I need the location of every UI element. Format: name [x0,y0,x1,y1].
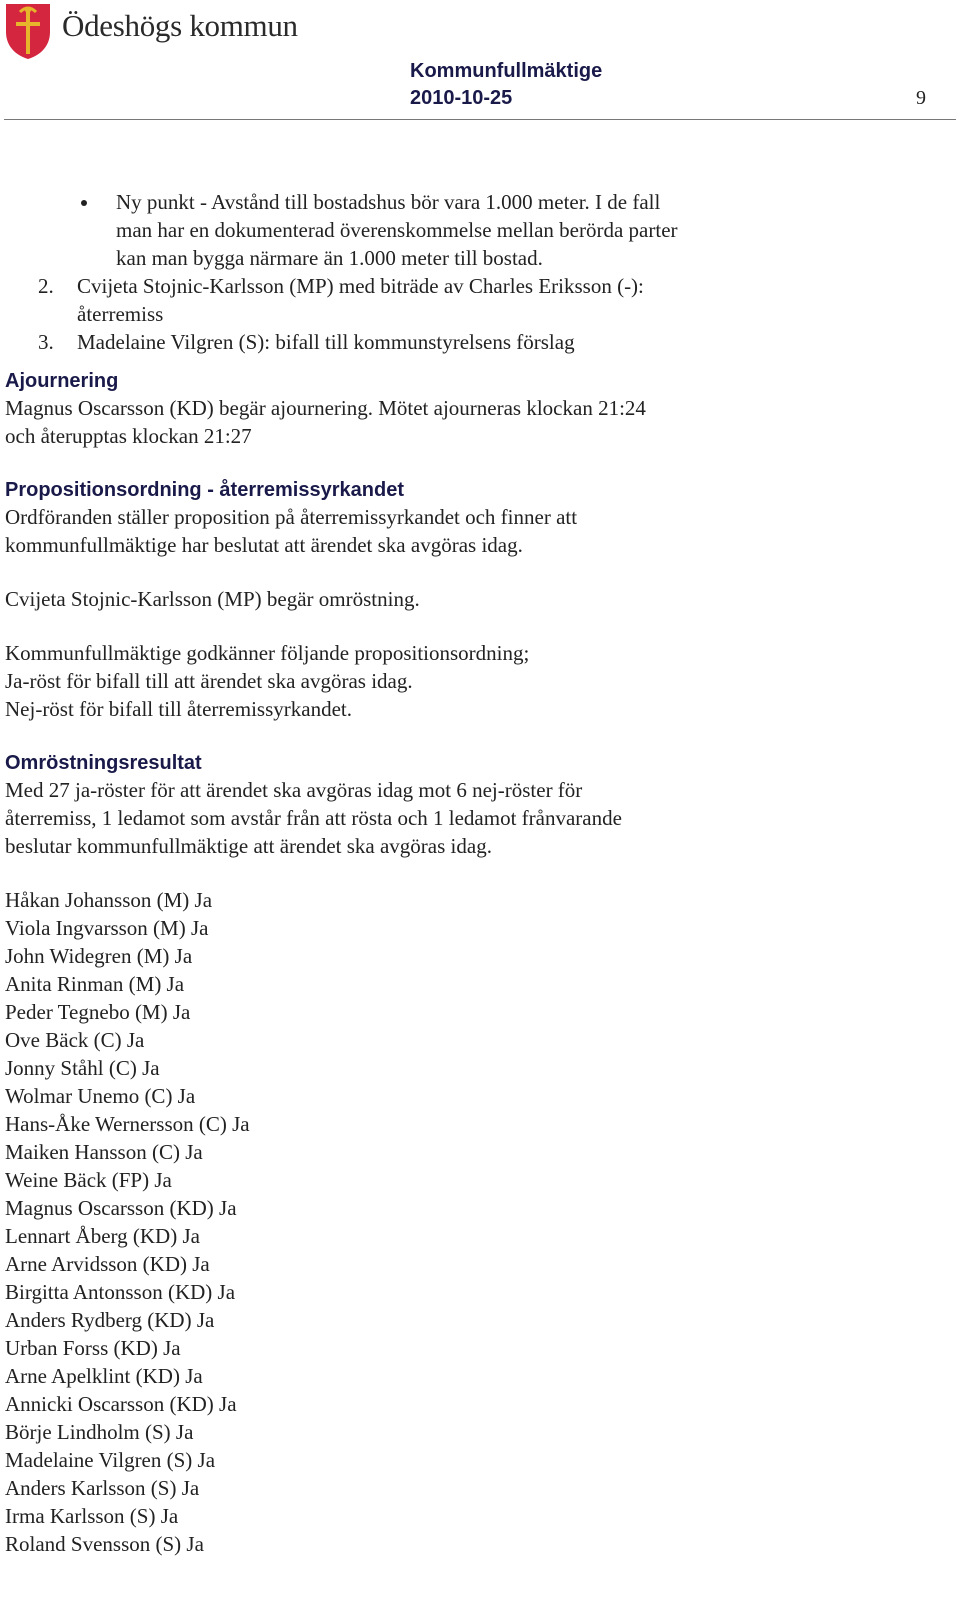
list-item [5,188,945,216]
bullet-icon [81,200,87,206]
vote-row: Urban Forss (KD) Ja [5,1336,181,1360]
vote-row: Hans-Åke Wernersson (C) Ja [5,1112,250,1136]
section-heading-propositionsordning: Propositionsordning - återremissyrkandet [5,479,404,501]
list-item-number: 2. [38,274,54,298]
coat-of-arms-logo [4,2,52,60]
paragraph-line: Magnus Oscarsson (KD) begär ajournering. Mötet ajourneras klockan 21:24 [5,396,646,420]
vote-row: John Widegren (M) Ja [5,944,193,968]
vote-row: Peder Tegnebo (M) Ja [5,1000,191,1024]
header-divider [4,119,956,120]
vote-row: Jonny Ståhl (C) Ja [5,1056,160,1080]
paragraph-line: Med 27 ja-röster för att ärendet ska avgöras idag mot 6 nej-röster för [5,778,583,802]
vote-row: Madelaine Vilgren (S) Ja [5,1448,216,1472]
vote-row: Ove Bäck (C) Ja [5,1028,145,1052]
vote-row: Maiken Hansson (C) Ja [5,1140,203,1164]
list-item-continuation [5,244,945,272]
list-item-text: Cvijeta Stojnic-Karlsson (MP) med biträde av Charles Eriksson (-): [77,274,644,298]
document-body [5,188,945,1558]
list-item-text: kan man bygga närmare än 1.000 meter till bostad. [116,246,543,270]
vote-row: Anders Karlsson (S) Ja [5,1476,200,1500]
list-item-text: Madelaine Vilgren (S): bifall till kommunstyrelsens förslag [77,330,575,354]
vote-row: Magnus Oscarsson (KD) Ja [5,1196,237,1220]
vote-row: Annicki Oscarsson (KD) Ja [5,1392,237,1416]
paragraph-line: Ja-röst för bifall till att ärendet ska avgöras idag. [5,669,413,693]
list-item [5,272,945,300]
vote-row: Håkan Johansson (M) Ja [5,888,213,912]
org-name: Ödeshögs kommun [62,8,298,43]
vote-row: Birgitta Antonsson (KD) Ja [5,1280,236,1304]
vote-row: Arne Arvidsson (KD) Ja [5,1252,210,1276]
page-header [0,0,960,122]
paragraph-line: Cvijeta Stojnic-Karlsson (MP) begär omröstning. [5,587,420,611]
vote-row: Irma Karlsson (S) Ja [5,1504,179,1528]
paragraph-line: Ordföranden ställer proposition på återremissyrkandet och finner att [5,505,578,529]
list-item-number: 3. [38,330,54,354]
paragraph-line: Nej-röst för bifall till återremissyrkandet. [5,697,352,721]
vote-row: Arne Apelklint (KD) Ja [5,1364,203,1388]
meeting-date: 2010-10-25 [410,87,513,109]
vote-row: Viola Ingvarsson (M) Ja [5,916,209,940]
list-item-continuation [5,216,945,244]
section-heading-omrostningsresultat: Omröstningsresultat [5,752,202,774]
list-item [5,328,945,356]
list-item-text: återremiss [77,302,164,326]
vote-row: Anita Rinman (M) Ja [5,972,185,996]
list-item-continuation [5,300,945,328]
vote-row: Wolmar Unemo (C) Ja [5,1084,196,1108]
vote-row: Roland Svensson (S) Ja [5,1532,204,1556]
page-number: 9 [916,87,926,109]
vote-row: Anders Rydberg (KD) Ja [5,1308,215,1332]
vote-row: Börje Lindholm (S) Ja [5,1420,194,1444]
vote-row: Weine Bäck (FP) Ja [5,1168,172,1192]
paragraph-line: kommunfullmäktige har beslutat att ärendet ska avgöras idag. [5,533,523,557]
vote-list [5,886,945,1558]
section-heading-ajournering: Ajournering [5,370,119,392]
paragraph-line: återremiss, 1 ledamot som avstår från att rösta och 1 ledamot frånvarande [5,806,622,830]
list-item-text: Ny punkt - Avstånd till bostadshus bör vara 1.000 meter. I de fall [116,190,661,214]
vote-row: Lennart Åberg (KD) Ja [5,1224,200,1248]
list-item-text: man har en dokumenterad överenskommelse mellan berörda parter [116,218,678,242]
paragraph-line: och återupptas klockan 21:27 [5,424,252,448]
paragraph-line: beslutar kommunfullmäktige att ärendet ska avgöras idag. [5,834,492,858]
meeting-title: Kommunfullmäktige [410,60,603,82]
paragraph-line: Kommunfullmäktige godkänner följande propositionsordning; [5,641,530,665]
